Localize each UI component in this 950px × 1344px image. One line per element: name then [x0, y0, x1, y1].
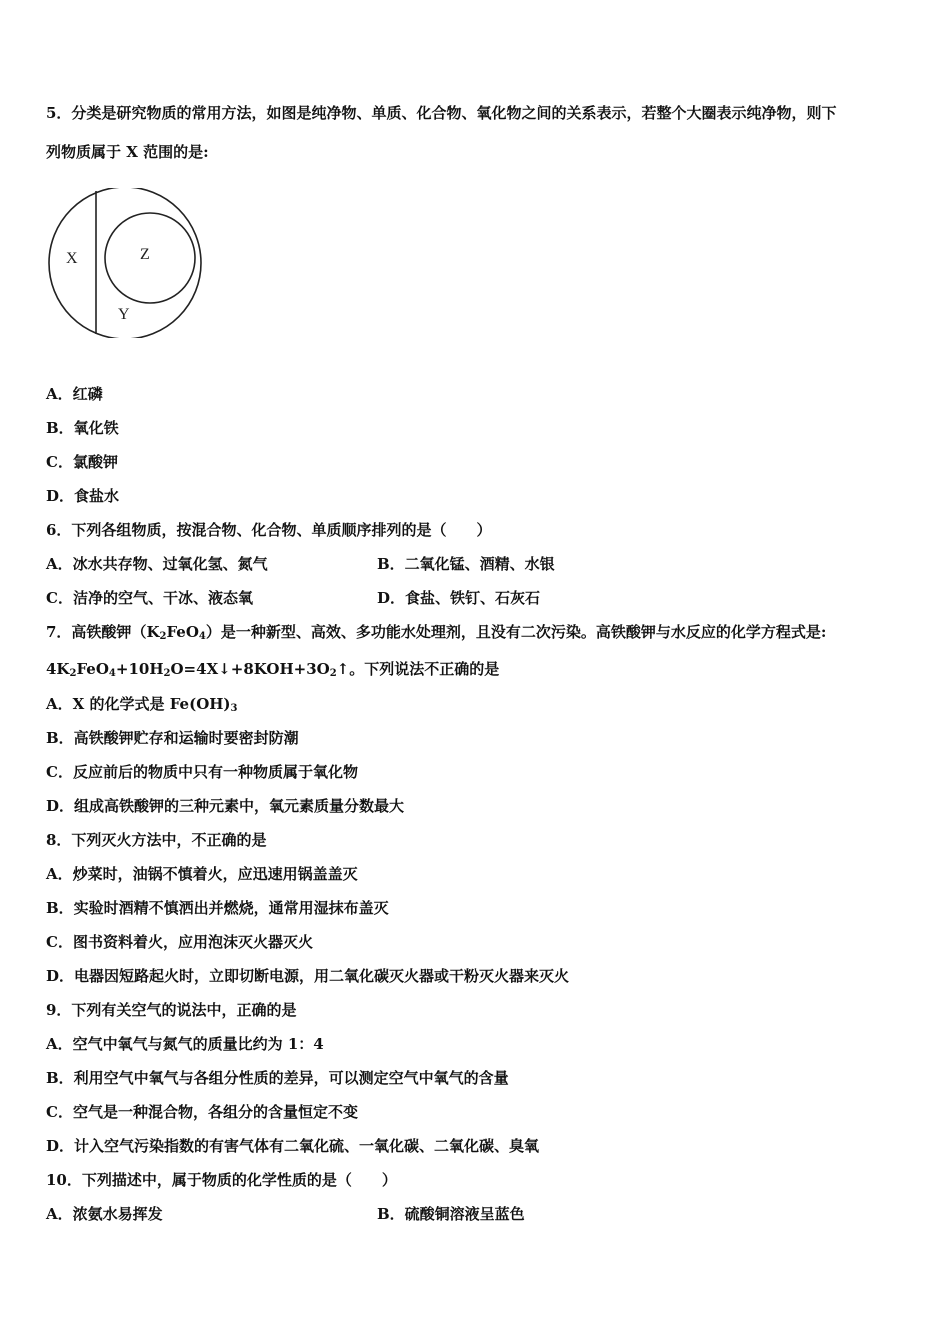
diagram-label-x: X: [66, 250, 78, 267]
q6-option-b: B．二氧化锰、酒精、水银: [377, 555, 555, 573]
q6-stem: 6．下列各组物质，按混合物、化合物、单质顺序排列的是（ ）: [46, 521, 492, 539]
q8-option-c: C．图书资料着火，应用泡沫灭火器灭火: [46, 933, 313, 951]
q7-option-c: C．反应前后的物质中只有一种物质属于氧化物: [46, 763, 358, 781]
q7-option-b: B．高铁酸钾贮存和运输时要密封防潮: [46, 729, 299, 747]
q8-stem: 8．下列灭火方法中，不正确的是: [46, 831, 267, 849]
q5-stem-line1: 5．分类是研究物质的常用方法，如图是纯净物、单质、化合物、氧化物之间的关系表示，若整个大圈表示纯净物，则下: [46, 104, 837, 122]
q7-option-d: D．组成高铁酸钾的三种元素中，氧元素质量分数最大: [46, 797, 405, 815]
diagram-label-z: Z: [140, 246, 150, 263]
q8-option-d: D．电器因短路起火时，立即切断电源，用二氧化碳灭火器或干粉灭火器来灭火: [46, 967, 570, 985]
diagram-label-y: Y: [118, 306, 130, 323]
q5-option-b: B．氧化铁: [46, 419, 119, 437]
q5-option-a: A．红磷: [46, 385, 103, 403]
q5-stem-line2: 列物质属于 X 范围的是:: [46, 143, 209, 161]
q8-option-b: B．实验时酒精不慎洒出并燃烧，通常用湿抹布盖灭: [46, 899, 389, 917]
q5-option-d: D．食盐水: [46, 487, 120, 505]
q9-stem: 9．下列有关空气的说法中，正确的是: [46, 1001, 297, 1019]
q9-option-c: C．空气是一种混合物，各组分的含量恒定不变: [46, 1103, 358, 1121]
q6-option-a: A．冰水共存物、过氧化氢、氮气: [46, 555, 268, 573]
classification-diagram: [44, 188, 210, 338]
q5-option-c: C．氯酸钾: [46, 453, 118, 471]
q7-stem: 7．高铁酸钾$(K_2FeO_4)$是一种新型、高效、多功能水处理剂，且没有二次污染。高铁酸钾与水反应的化学方程式是:: [46, 623, 827, 642]
q10-stem: 10．下列描述中，属于物质的化学性质的是（ ）: [46, 1171, 397, 1189]
q9-option-b: B．利用空气中氧气与各组分性质的差异，可以测定空气中氧气的含量: [46, 1069, 509, 1087]
q6-option-c: C．洁净的空气、干冰、液态氧: [46, 589, 253, 607]
q7-option-a: A．X 的化学式是 $Fe(OH)_3$: [46, 695, 238, 714]
q8-option-a: A．炒菜时，油锅不慎着火，应迅速用锅盖盖灭: [46, 865, 358, 883]
q6-option-d: D．食盐、铁钉、石灰石: [377, 589, 541, 607]
inner-circle: [105, 213, 195, 303]
q9-option-d: D．计入空气污染指数的有害气体有二氧化硫、一氧化碳、二氧化碳、臭氧: [46, 1137, 540, 1155]
q9-option-a: A．空气中氧气与氮气的质量比约为 1：4: [46, 1035, 324, 1053]
q10-option-b: B．硫酸铜溶液呈蓝色: [377, 1205, 525, 1223]
q7-equation: $4K_2FeO_4+10H_2O=4X↓+8KOH+3O_2↑$。下列说法不正确的是: [46, 660, 500, 679]
q10-option-a: A．浓氨水易挥发: [46, 1205, 163, 1223]
